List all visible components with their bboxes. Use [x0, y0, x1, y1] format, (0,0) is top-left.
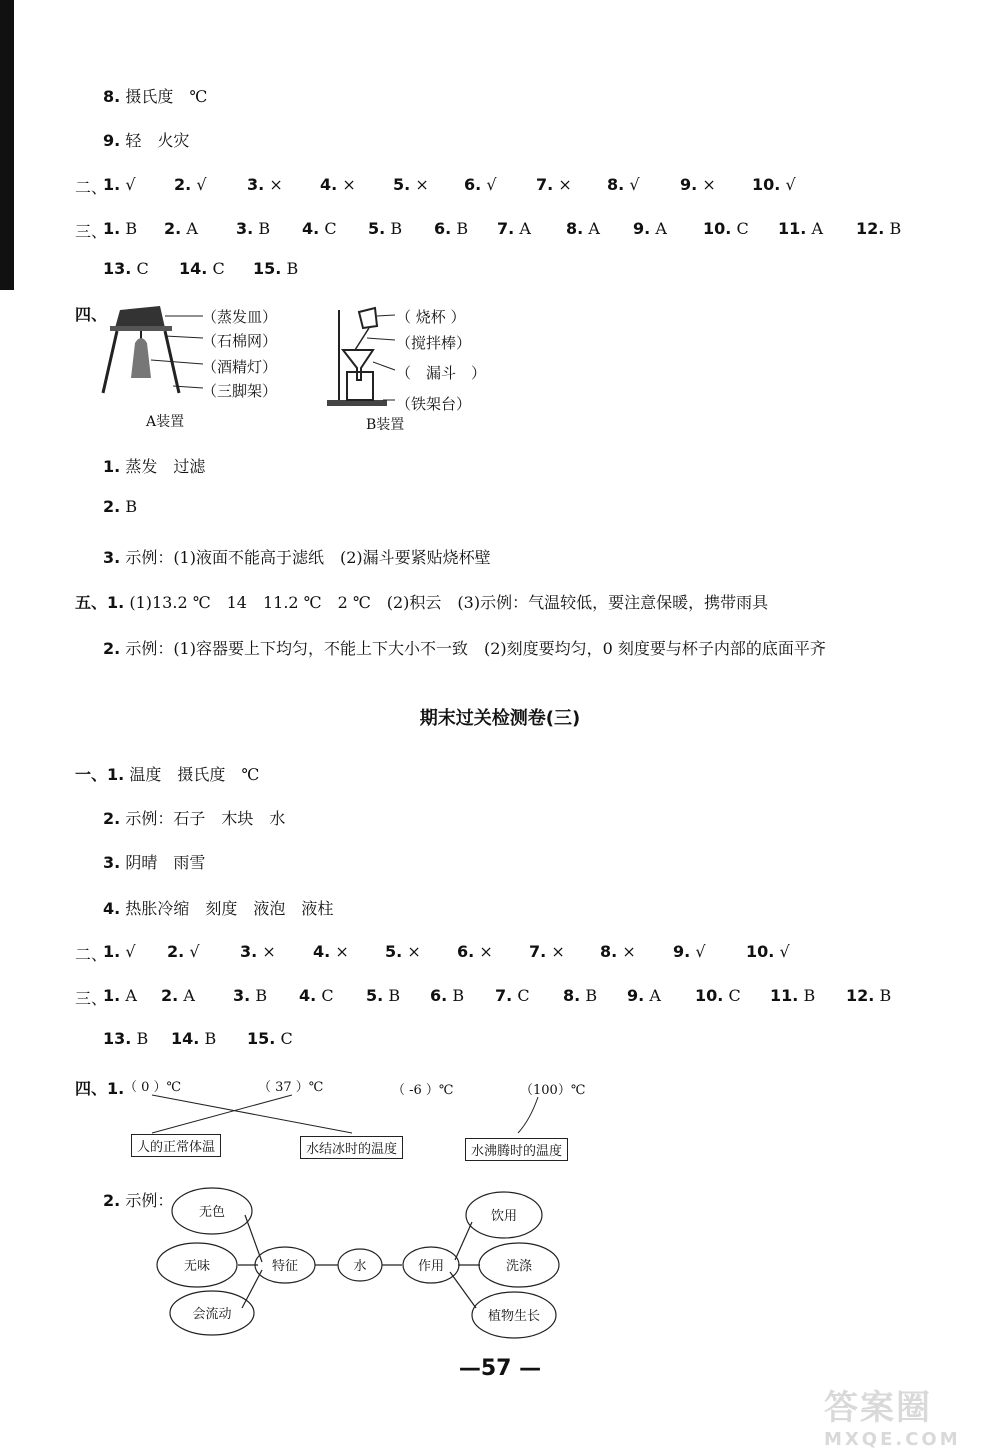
item-number: 4.: [313, 942, 331, 961]
temp-minus6: （ -6 ）℃: [392, 1083, 454, 1098]
section-title: 期末过关检测卷(三): [419, 708, 581, 729]
item-number: 6.: [430, 986, 448, 1005]
item-answer: A: [811, 219, 823, 238]
device-b-label: （铁架台）: [396, 395, 472, 413]
item-number: 9.: [627, 986, 645, 1005]
pointer-line: [373, 362, 395, 370]
item-answer: ×: [262, 942, 276, 961]
answer-item: [164, 219, 198, 238]
part4-answer-3: 3. 示例：(1)液面不能高于滤纸 (2)漏斗要紧贴烧杯壁: [103, 548, 491, 567]
answer-item: [103, 259, 149, 278]
matching-lines: [120, 1090, 600, 1140]
answer-item: [856, 219, 901, 238]
temp-37: （ 37 ）℃: [258, 1080, 324, 1095]
answer-item: [434, 219, 468, 238]
tripod-leg: [103, 331, 117, 393]
match-box: 人的正常体温: [131, 1134, 221, 1157]
pointer-line: [377, 315, 395, 316]
match-box: 水结冰时的温度: [300, 1136, 403, 1159]
pointer-line: [367, 338, 395, 340]
item-number: 13.: [103, 1029, 132, 1048]
device-b-label: （ 烧杯 ）: [396, 308, 466, 326]
item-answer: B: [136, 1029, 149, 1048]
answer-item: [607, 175, 640, 194]
pointer-line: [151, 360, 203, 364]
item-answer: B: [255, 986, 268, 1005]
device-b-label: （ 漏斗 ）: [396, 364, 487, 382]
item-answer: B: [803, 986, 816, 1005]
part4-prefix: 四、: [75, 305, 108, 324]
item-answer: A: [125, 986, 137, 1005]
item-number: 7.: [497, 219, 515, 238]
part4-answer-2: 2. B: [103, 497, 138, 516]
item-answer: ×: [415, 175, 429, 194]
part4-answer-1: 1. 蒸发 过滤: [103, 457, 206, 476]
answer-8: 8. 摄氏度 ℃: [103, 87, 208, 106]
part2-prefix: 二、: [75, 178, 108, 197]
mindmap-leaf: 会流动: [192, 1307, 232, 1322]
item-number: 3.: [233, 986, 251, 1005]
item-number: 10.: [703, 219, 732, 238]
item-number: 2.: [164, 219, 182, 238]
match-box: 水沸腾时的温度: [465, 1138, 568, 1161]
mindmap-leaf: 饮用: [490, 1209, 518, 1224]
item-answer: C: [280, 1029, 293, 1048]
mindmap-edge: [242, 1270, 262, 1308]
item-answer: B: [452, 986, 465, 1005]
item-number: 10.: [746, 942, 775, 961]
item-number: 1.: [103, 175, 121, 194]
item-answer: √: [695, 942, 706, 961]
item-number: 2.: [161, 986, 179, 1005]
answer-item: [673, 942, 706, 961]
answer-item: [161, 986, 195, 1005]
item-number: 4.: [320, 175, 338, 194]
answer-item: [495, 986, 530, 1005]
item-number: 6.: [457, 942, 475, 961]
item-answer: ×: [622, 942, 636, 961]
item-number: 9.: [633, 219, 651, 238]
part3-prefix: 三、: [75, 222, 108, 241]
asbestos-net: [110, 326, 172, 331]
item-answer: A: [183, 986, 195, 1005]
item-number: 10.: [695, 986, 724, 1005]
item-number: 11.: [778, 219, 807, 238]
answer-item: [464, 175, 497, 194]
answer-item: [600, 942, 636, 961]
s3-part3-prefix: 三、: [75, 989, 108, 1008]
item-number: 9.: [673, 942, 691, 961]
item-number: 15.: [253, 259, 282, 278]
item-number: 8.: [566, 219, 584, 238]
item-answer: √: [629, 175, 640, 194]
item-number: 8.: [607, 175, 625, 194]
answer-9: 9. 轻 火灾: [103, 131, 190, 150]
part5-answer-2: 2. 示例：(1)容器要上下均匀，不能上下大小不一致 (2)刻度要均匀，0 刻度要与杯子内部的底面平齐: [103, 639, 826, 658]
answer-item: [103, 1029, 148, 1048]
item-answer: C: [136, 259, 149, 278]
item-answer: B: [879, 986, 892, 1005]
item-number: 7.: [495, 986, 513, 1005]
mindmap-leaf: 植物生长: [487, 1309, 541, 1324]
item-answer: ×: [551, 942, 565, 961]
answer-item: [103, 219, 137, 238]
answer-item: [302, 219, 337, 238]
pointer-line: [165, 336, 203, 338]
item-number: 3.: [236, 219, 254, 238]
answer-item: [240, 942, 276, 961]
item-number: 12.: [856, 219, 885, 238]
item-answer: B: [286, 259, 299, 278]
device-b-label: （搅拌棒）: [396, 334, 472, 352]
item-answer: √: [125, 942, 136, 961]
item-number: 5.: [368, 219, 386, 238]
item-answer: C: [728, 986, 741, 1005]
item-answer: ×: [335, 942, 349, 961]
answer-item: [179, 259, 225, 278]
answer-item: [167, 942, 200, 961]
item-answer: √: [486, 175, 497, 194]
item-answer: C: [324, 219, 337, 238]
item-answer: B: [125, 219, 138, 238]
item-number: 9.: [680, 175, 698, 194]
answer-item: [627, 986, 661, 1005]
mindmap-hub: 特征: [271, 1259, 299, 1274]
temp-100: （100）℃: [520, 1083, 586, 1098]
item-number: 4.: [302, 219, 320, 238]
item-number: 8.: [563, 986, 581, 1005]
answer-item: [247, 1029, 293, 1048]
answer-item: [746, 942, 790, 961]
stir-rod: [355, 328, 369, 350]
item-number: 5.: [385, 942, 403, 961]
temp-0: （ 0 ）℃: [124, 1080, 182, 1095]
answer-item: [529, 942, 565, 961]
device-a-label: （三脚架）: [202, 382, 278, 400]
s3-part4-answer-2: 2. 示例：: [103, 1191, 174, 1210]
answer-item: [103, 986, 137, 1005]
answer-item: [233, 986, 267, 1005]
answer-item: [846, 986, 891, 1005]
match-line: [518, 1097, 538, 1133]
answer-item: [366, 986, 400, 1005]
answer-item: [563, 986, 597, 1005]
answer-item: [385, 942, 421, 961]
mindmap-hub: 作用: [417, 1259, 445, 1274]
item-number: 5.: [366, 986, 384, 1005]
item-answer: √: [779, 942, 790, 961]
match-line: [152, 1095, 292, 1133]
answer-item: [430, 986, 464, 1005]
item-answer: C: [736, 219, 749, 238]
item-number: 6.: [434, 219, 452, 238]
mindmap-leaf: 洗涤: [505, 1259, 533, 1274]
item-answer: A: [655, 219, 667, 238]
item-number: 4.: [299, 986, 317, 1005]
item-answer: ×: [269, 175, 283, 194]
item-number: 8.: [600, 942, 618, 961]
answer-item: [313, 942, 349, 961]
item-number: 14.: [171, 1029, 200, 1048]
item-number: 13.: [103, 259, 132, 278]
item-answer: B: [258, 219, 271, 238]
answer-item: [752, 175, 796, 194]
item-number: 7.: [536, 175, 554, 194]
device-b-caption: B装置: [366, 417, 405, 433]
item-number: 1.: [103, 986, 121, 1005]
s3-part2-prefix: 二、: [75, 945, 108, 964]
evaporating-dish: [115, 306, 165, 328]
answer-item: [253, 259, 298, 278]
s3-part1-answer-1: 一、1. 温度 摄氏度 ℃: [75, 765, 260, 784]
item-answer: C: [212, 259, 225, 278]
answer-item: [703, 219, 749, 238]
answer-item: [457, 942, 493, 961]
item-answer: B: [456, 219, 469, 238]
item-answer: A: [186, 219, 198, 238]
item-answer: √: [125, 175, 136, 194]
watermark-logo: 答案圈 MXQE.COM: [824, 1388, 961, 1450]
answer-item: [103, 942, 136, 961]
answer-item: [299, 986, 334, 1005]
item-number: 14.: [179, 259, 208, 278]
page-number: —57 —: [458, 1356, 542, 1381]
answer-item: [368, 219, 402, 238]
alcohol-lamp: [131, 338, 151, 378]
beaker: [359, 308, 377, 328]
item-answer: C: [517, 986, 530, 1005]
item-number: 6.: [464, 175, 482, 194]
device-a-label: （石棉网）: [202, 332, 278, 350]
match-line: [152, 1095, 352, 1133]
item-answer: B: [388, 986, 401, 1005]
device-a-caption: A装置: [146, 414, 185, 430]
item-answer: B: [390, 219, 403, 238]
item-number: 1.: [103, 219, 121, 238]
item-number: 11.: [770, 986, 799, 1005]
answer-item: [770, 986, 815, 1005]
s3-part4-head: 四、1.: [75, 1079, 125, 1098]
answer-item: [680, 175, 716, 194]
item-number: 7.: [529, 942, 547, 961]
mindmap-edge: [455, 1222, 472, 1260]
answer-item: [536, 175, 572, 194]
item-number: 3.: [240, 942, 258, 961]
item-number: 1.: [103, 942, 121, 961]
scan-edge: [0, 0, 14, 290]
item-number: 2.: [174, 175, 192, 194]
mindmap-leaf: 无味: [183, 1259, 211, 1274]
item-answer: √: [196, 175, 207, 194]
item-answer: ×: [407, 942, 421, 961]
answer-item: [171, 1029, 216, 1048]
item-answer: B: [585, 986, 598, 1005]
item-number: 10.: [752, 175, 781, 194]
item-number: 12.: [846, 986, 875, 1005]
mindmap-center: 水: [353, 1259, 367, 1274]
answer-item: [633, 219, 667, 238]
item-number: 3.: [247, 175, 265, 194]
answer-item: [393, 175, 429, 194]
device-a-label: （酒精灯）: [202, 358, 278, 376]
s3-part1-answer-3: 3. 阴晴 雨雪: [103, 853, 206, 872]
item-answer: ×: [702, 175, 716, 194]
item-answer: √: [189, 942, 200, 961]
answer-item: [497, 219, 531, 238]
item-answer: ×: [342, 175, 356, 194]
item-answer: A: [649, 986, 661, 1005]
item-answer: C: [321, 986, 334, 1005]
item-number: 5.: [393, 175, 411, 194]
answer-item: [320, 175, 356, 194]
answer-item: [695, 986, 741, 1005]
device-a-label: （蒸发皿）: [202, 308, 278, 326]
item-answer: ×: [479, 942, 493, 961]
item-number: 2.: [167, 942, 185, 961]
s3-part1-answer-2: 2. 示例：石子 木块 水: [103, 809, 286, 828]
item-answer: B: [889, 219, 902, 238]
mindmap-water: [150, 1180, 570, 1350]
part5-answer-1: 五、1. (1)13.2 ℃ 14 11.2 ℃ 2 ℃ (2)积云 (3)示例：气温较低，要注意保暖，携带雨具: [75, 593, 769, 612]
item-answer: B: [204, 1029, 217, 1048]
answer-item: [236, 219, 270, 238]
s3-part1-answer-4: 4. 热胀冷缩 刻度 液泡 液柱: [103, 899, 334, 918]
answer-item: [103, 175, 136, 194]
item-number: 15.: [247, 1029, 276, 1048]
answer-item: [174, 175, 207, 194]
item-answer: √: [785, 175, 796, 194]
answer-item: [566, 219, 600, 238]
mindmap-leaf: 无色: [198, 1205, 226, 1220]
mindmap-edge: [450, 1272, 476, 1308]
item-answer: A: [519, 219, 531, 238]
item-answer: ×: [558, 175, 572, 194]
item-answer: A: [588, 219, 600, 238]
answer-item: [778, 219, 823, 238]
answer-item: [247, 175, 283, 194]
